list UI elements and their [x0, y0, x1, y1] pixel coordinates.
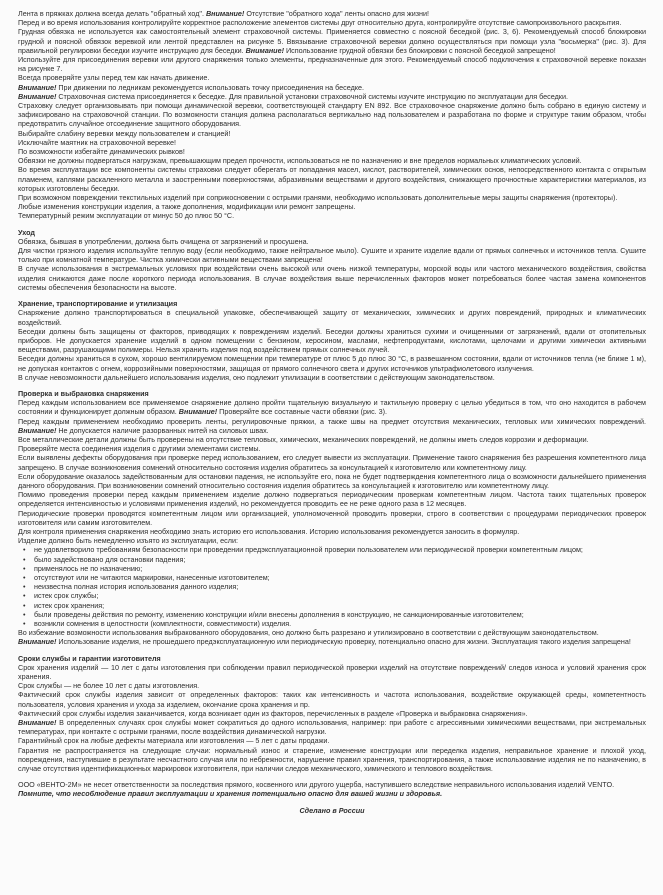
paragraph	[18, 444, 646, 453]
paragraph	[18, 264, 646, 292]
bullet-marker-icon: •	[23, 582, 26, 592]
paragraph	[18, 18, 646, 27]
body-text: Во время эксплуатации все компоненты системы страховки следует оберегать от попадания масел, кислот, растворителей, химических основ, непосредственного контакта с открытым пламенем, каплями раскаленного металла и заостренными поверхностями, абразивными веществами и другого воздействия, снижающего прочностные характеристики материалов, из которых изготовлены беседки.	[18, 165, 646, 193]
paragraph	[18, 417, 646, 435]
body-text: Выбирайте слабину веревки между пользователем и станцией!	[18, 128, 231, 138]
paragraph	[18, 83, 646, 92]
paragraph	[18, 736, 646, 745]
body-text: Перед и во время использования контролируйте корректное расположение элементов системы друг относительно друга, контролируйте отсутствие самопроизвольного раскрытия.	[18, 18, 622, 28]
body-text: Исключайте маятник на страховочной веревке!	[18, 137, 177, 147]
body-text: Все металлические детали должны быть проверены на отсутствие тепловых, химических, механических повреждений, не должны иметь следов коррозии и деформации.	[18, 434, 589, 444]
list-item-text: истек срок хранения;	[34, 600, 105, 610]
manufacturer-disclaimer	[18, 780, 646, 789]
paragraph	[18, 27, 646, 55]
body-text: Использование изделия, не прошедшего предэксплуатационную или периодическую проверку, потенциально опасно для жизни. Эксплуатация такого изделия запрещена!	[56, 637, 631, 647]
paragraph	[18, 453, 646, 471]
body-text: Проверка и выбраковка снаряжения	[18, 388, 149, 398]
list-item	[18, 591, 646, 600]
paragraph	[18, 527, 646, 536]
list-item-text: было задействовано для остановки падения;	[34, 554, 186, 564]
body-text: Помимо проведения проверки перед каждым применением изделие должно подвергаться периодическим проверкам компетентным лицом. Частота таких тщательных проверок определяется интенсивностью и условиями применения изделий, но рекомендуется проводить ее не реже одного раза в 12 месяцев.	[18, 490, 646, 509]
spacer	[18, 799, 646, 806]
bullet-marker-icon: •	[23, 609, 26, 619]
paragraph	[18, 129, 646, 138]
list-item-text: возникли сомнения в целостности (комплектности, совместимости) изделия.	[34, 619, 292, 628]
bullet-marker-icon: •	[23, 554, 26, 564]
body-text: Проверяйте места соединения изделия с другими элементами системы.	[18, 444, 261, 454]
body-text: Обвязки не должны подвергаться нагрузкам, превышающим предел прочности, использоваться не по назначению и вне пределов нормальных климатических условий.	[18, 156, 582, 166]
body-text: В определенных случаях срок службы может сократиться до одного использования, например: при работе с агрессивными химическими веществами, при экстремальных температурах, при контакте с острыми гранями, после воздействия динамической нагрузки.	[18, 718, 646, 737]
list-item-text: применялось не по назначению;	[34, 563, 143, 573]
body-text: Беседки должны храниться в сухом, хорошо вентилируемом помещении при температуре от плюс 5 до плюс 30 °C, в развешанном состоянии, вдали от источников тепла (не ближе 1 м), не допуская контактов с огнем, коррозийными поверхностями, защищая от прямого солнечного света и других источников ультрафиолетового излучения.	[18, 354, 646, 373]
body-text: Для чистки грязного изделия используйте теплую воду (если необходимо, также нейтральное мыло). Сушите и храните изделие вдали от прямых солнечных и источников тепла. Сушите только при комнатной температуре. Чистка химически активными веществами запрещена!	[18, 246, 646, 265]
paragraph	[18, 746, 646, 774]
emphasis-text: Внимание!	[18, 637, 57, 647]
paragraph	[18, 435, 646, 444]
body-text: Любые изменения конструкции изделия, а также дополнения, модификации или ремонт запрещены.	[18, 202, 356, 212]
paragraph	[18, 718, 646, 736]
body-text: Сроки службы и гарантии изготовителя	[18, 653, 161, 663]
body-text: ООО «ВЕНТО-2М» не несет ответственности за последствия прямого, косвенного или другого ущерба, наступившего вследствие неправильного использования изделий VENTO.	[18, 780, 615, 790]
emphasis-text: Внимание!	[18, 91, 57, 101]
section-heading-lifetime	[18, 654, 646, 663]
body-text: В случае невозможности дальнейшего использования изделия, оно подлежит утилизации в соответствии с действующим законодательством.	[18, 372, 495, 382]
paragraph	[18, 709, 646, 718]
body-text: Температурный режим эксплуатации от минус 50 до плюс 50 °C.	[18, 211, 235, 221]
paragraph	[18, 681, 646, 690]
body-text: Изделие должно быть немедленно изъято из эксплуатации, если:	[18, 536, 238, 546]
paragraph	[18, 472, 646, 490]
paragraph	[18, 398, 646, 416]
body-text: Если выявлены дефекты оборудования при проверке перед использованием, его следует вывести из эксплуатации. Применение такого снаряжения без разрешения компетентного лица запрещено. В случае возникновения сомнений относительно состояния изделия обратитесь за консультацией к изготовителю или компетентному лицу.	[18, 453, 646, 472]
paragraph	[18, 73, 646, 82]
body-text: По возможности избегайте динамических рывков!	[18, 147, 185, 157]
body-text: Используйте для присоединения веревки или другого снаряжения только элементы, предназначенные для этого. Рекомендуемый способ подключения к страховочной веревке показан на рисунке 7.	[18, 55, 646, 74]
list-item-text: истек срок службы;	[34, 591, 99, 601]
safety-warning-line	[18, 789, 646, 798]
body-text: Фактический срок службы изделия заканчивается, когда возникает один из факторов, перечисленных в разделе «Проверка и выбраковка снаряжения».	[18, 708, 528, 718]
body-text: Грудная обвязка не используется как самостоятельный элемент страховочной системы. Применяется совместно с поясной беседкой (рис. 3, 6). Рекомендуемый способ блокировки грудной и поясной обвязок веревкой или лентой представлен на рисунке 5. Ввязывание страховочной веревки должно осуществляться при помощи узла "восьмерка" (рис. 3). Для правильной регулировки беседки изучите инструкцию для беседки.	[18, 27, 646, 55]
paragraph	[18, 327, 646, 355]
paragraph	[18, 373, 646, 382]
body-text: Во избежание возможности использования выбракованного оборудования, оно должно быть разрезано и утилизировано в соответствии с действующим законодательством.	[18, 628, 599, 638]
paragraph	[18, 663, 646, 681]
body-text: Обвязка, бывшая в употреблении, должна быть очищена от загрязнений и просушена.	[18, 236, 309, 246]
body-text: Использование грудной обвязки без блокировки с поясной беседкой запрещено!	[283, 45, 556, 55]
paragraph	[18, 354, 646, 372]
body-text: В случае использования в экстремальных условиях при воздействии очень высокой или очень низкой температуры, морской воды или частого механического воздействия, свойства изделия снижаются даже после короткого периода использования. В случае воздействия выше перечисленных факторов может потребоваться более частая замена компонентов системы обеспечения безопасности на высоте.	[18, 264, 646, 292]
paragraph	[18, 211, 646, 220]
body-text: Сделано в России	[299, 805, 365, 815]
section-heading-care	[18, 228, 646, 237]
spacer	[18, 773, 646, 780]
body-text: Для контроля применения снаряжения необходимо знать историю его использования. Историю использования рекомендуется заносить в формуляр.	[18, 526, 520, 536]
body-text: Страховочная система присоединяется к беседке. Для правильной установки страховочной системы изучите инструкцию по эксплуатации для беседки.	[56, 91, 568, 101]
paragraph	[18, 193, 646, 202]
body-text: Перед каждым применением необходимо проверить ленты, регулировочные пряжки, а также швы на предмет отсутствия механических, тепловых или химических повреждений.	[18, 416, 646, 426]
body-text: Отсутствие "обратного хода" ленты опасно для жизни!	[244, 9, 429, 18]
emphasis-text: Внимание!	[205, 9, 245, 18]
paragraph	[18, 147, 646, 156]
list-item	[18, 555, 646, 564]
spacer	[18, 292, 646, 299]
body-text: Срок службы — не более 10 лет с даты изготовления.	[18, 681, 200, 691]
paragraph	[18, 628, 646, 637]
emphasis-text: Внимание!	[18, 425, 57, 435]
paragraph	[18, 101, 646, 129]
paragraph	[18, 237, 646, 246]
body-text: Хранение, транспортирование и утилизация	[18, 299, 178, 309]
body-text: При движении по ледникам рекомендуется использовать точку присоединения на беседке.	[56, 82, 364, 92]
list-item-text: неизвестна полная история использования данного изделия;	[34, 582, 239, 592]
bullet-marker-icon: •	[23, 619, 26, 628]
list-item	[18, 582, 646, 591]
bullet-marker-icon: •	[23, 563, 26, 573]
body-text: При возможном повреждении текстильных изделий при соприкосновении с острыми гранями, необходимо использовать дополнительные меры защиты снаряжения (протекторы).	[18, 193, 618, 203]
body-text: Проверяйте все составные части обвязки (рис. 3).	[217, 407, 388, 417]
list-item	[18, 564, 646, 573]
section-heading-storage	[18, 299, 646, 308]
body-text: Периодические проверки проводятся компетентным лицом или организацией, уполномоченной проводить проверки, строго в соответствии с процедурами периодических проверок изготовителя или самим изготовителем.	[18, 508, 646, 527]
body-text: Уход	[18, 227, 35, 237]
made-in-russia-line	[18, 806, 646, 815]
body-text: Фактический срок службы изделия зависит от определенных факторов: таких как интенсивность и частота использования, воздействие окружающей среды, компетентность пользователя, условия хранения и ухода за изделием, окончание срока хранения и пр.	[18, 690, 646, 709]
body-text: Лента в пряжках должна всегда делать "обратный ход".	[18, 9, 206, 18]
body-text: Гарантия не распространяется на следующие случаи: нормальный износ и старение, изменение конструкции или переделка изделия, неправильное хранение и плохой уход, повреждения, наступившие в результате несчастного случая или по небрежности, нарушение правил хранения, транспортирования, а также использование изделия не по назначению, в случае отсутствия идентификационных маркировок изготовителя, при наличии следов механического, химического и теплового воздействия.	[18, 745, 646, 774]
paragraph	[18, 509, 646, 527]
paragraph	[18, 55, 646, 73]
paragraph	[18, 308, 646, 326]
paragraph	[18, 165, 646, 193]
emphasis-text: Внимание!	[18, 82, 57, 92]
paragraph	[18, 246, 646, 264]
emphasis-text: Внимание!	[245, 45, 284, 55]
list-item	[18, 545, 646, 554]
emphasis-text: Помните, что несоблюдение правил эксплуатации и хранения потенциально опасно для вашей жизни и здоровья.	[18, 789, 443, 799]
paragraph	[18, 490, 646, 508]
paragraph	[18, 536, 646, 545]
list-item	[18, 573, 646, 582]
section-heading-inspection	[18, 389, 646, 398]
emphasis-text: Внимание!	[18, 718, 57, 728]
body-text: Страховку следует организовывать при помощи динамической веревки, соответствующей стандарту EN 892. Все страховочное снаряжение должно быть собрано в единую систему и зафиксировано на страховочной станции. По возможности станция должна располагаться вертикально над пользователем и разработана по форме и структуре таким образом, чтобы предотвратить случайное отсоединение защитного оборудования.	[18, 101, 646, 129]
list-item	[18, 610, 646, 619]
list-item-text: отсутствуют или не читаются маркировки, нанесенные изготовителем;	[34, 572, 270, 582]
body-text: Беседки должны быть защищены от факторов, приводящих к повреждениям изделий. Беседки должны храниться сухими и очищенными от загрязнений, вдали от отопительных приборов. Не допускается хранение изделий в одном помещении с бензином, керосином, маслами, нефтепродуктами, кислотами, щелочами и другими химически активными веществами, разрушающими полимеры. Нельзя хранить изделия под воздействием прямых солнечных лучей.	[18, 326, 646, 355]
paragraph	[18, 9, 646, 18]
bullet-marker-icon: •	[23, 545, 26, 555]
list-item-text: были проведены действия по ремонту, изменению конструкции и/или внесены дополнения в конструкцию, не санкционированные изготовителем;	[34, 609, 524, 619]
list-item	[18, 619, 646, 628]
list-item-text: не удовлетворило требованиям безопасности при проведении предэксплуатационной проверки пользователем или периодической проверки компетентным лицом;	[34, 545, 583, 555]
bullet-marker-icon: •	[23, 572, 26, 582]
paragraph	[18, 637, 646, 646]
list-item	[18, 601, 646, 610]
bullet-marker-icon: •	[23, 600, 26, 610]
paragraph	[18, 156, 646, 165]
body-text: Не допускается наличие разорванных нитей на силовых швах.	[56, 425, 269, 435]
body-text: Перед каждым использованием все применяемое снаряжение должно пройти тщательную визуальную и тактильную проверку с целью убедиться в том, что оно находится в рабочем состоянии и функционирует должным образом.	[18, 398, 646, 417]
spacer	[18, 647, 646, 654]
emphasis-text: Внимание!	[178, 407, 218, 417]
body-text: Если оборудование оказалось задействованным для остановки падения, не используйте его, пока не будет подтверждения компетентного лица о возможности дальнейшего применения данного оборудования. При возникновении сомнений относительно состояния изделия обратитесь за консультацией к изготовителю или компетентному лицу.	[18, 471, 646, 490]
paragraph	[18, 202, 646, 211]
body-text: Гарантийный срок на любые дефекты материала или изготовления — 5 лет с даты продажи.	[18, 736, 330, 746]
paragraph	[18, 690, 646, 708]
spacer	[18, 382, 646, 389]
paragraph	[18, 138, 646, 147]
paragraph	[18, 92, 646, 101]
body-text: Всегда проверяйте узлы перед тем как начать движение.	[18, 73, 210, 83]
body-text: Снаряжение должно транспортироваться в специальной упаковке, обеспечивающей защиту от механических, химических и других повреждений, природных и климатических воздействий.	[18, 308, 646, 327]
spacer	[18, 221, 646, 228]
bullet-marker-icon: •	[23, 591, 26, 601]
body-text: Срок хранения изделий — 10 лет с даты изготовления при соблюдении правил периодической проверки изделий на отсутствие повреждений/ следов износа и условий хранения срок хранения.	[18, 662, 646, 682]
